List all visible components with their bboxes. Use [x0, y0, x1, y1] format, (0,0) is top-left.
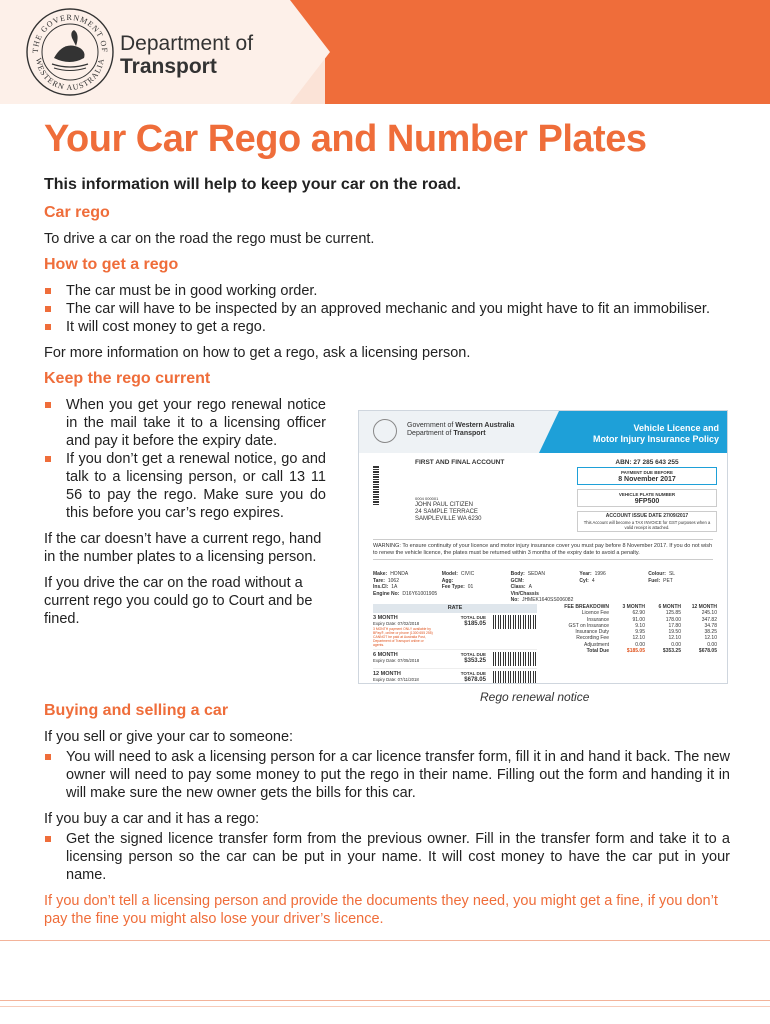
notice-vehicle-label: Make: — [373, 571, 388, 577]
notice-fee-cell: 34.78 — [704, 622, 717, 629]
notice-addr-street: 24 SAMPLE TERRACE — [415, 509, 478, 515]
notice-fee-cell: 178.00 — [665, 616, 681, 623]
lead-text: This information will help to keep your car on the road. — [44, 176, 461, 193]
notice-vehicle-details — [373, 571, 717, 604]
notice-vehicle-label: Cyl: — [579, 577, 589, 584]
notice-payment-due-label: PAYMENT DUE BEFORE — [620, 470, 673, 475]
notice-vehicle-label: Class: — [510, 584, 526, 590]
notice-fee-breakdown — [545, 604, 717, 654]
buy-intro: If you buy a car and it has a rego: — [44, 811, 260, 827]
notice-fee-cell: 245.10 — [701, 610, 717, 617]
notice-fee-cell: 0.00 — [707, 641, 717, 648]
fine-warning: If you don’t tell a licensing person and provide the documents they need, you might get a fine, if you don’t pay the fine you might also lose your driver’s licence. — [44, 893, 718, 927]
notice-rate-total-label: TOTAL DUE — [460, 615, 486, 620]
notice-gov-line2a: Department of — [407, 430, 454, 437]
dept-line1: Department of — [120, 32, 254, 55]
notice-rate-expiry: Expiry Date: 07/02/2018 — [373, 621, 420, 626]
notice-fee-cell: 38.25 — [704, 629, 717, 636]
notice-payment-due-box — [577, 467, 717, 485]
notice-vehicle-value: A — [528, 584, 532, 590]
notice-fee-cell: 91.00 — [632, 616, 645, 623]
page-title: Your Car Rego and Number Plates — [44, 118, 647, 160]
keep-current-text-column — [44, 396, 326, 628]
rego-renewal-notice-image — [358, 410, 728, 684]
notice-vehicle-value: 01 — [467, 584, 474, 590]
heading-how-to-get-rego: How to get a rego — [44, 256, 179, 273]
keep-current-para1: If the car doesn’t have a current rego, hand in the number plates to a licensing person. — [44, 531, 322, 565]
keep-current-para2: If you drive the car on the road without a current rego you could go to Court and be fined. — [44, 575, 313, 627]
notice-fee-cell: 62.90 — [632, 610, 645, 617]
notice-fee-cell: 12.10 — [632, 635, 645, 642]
notice-fee-cell: 17.80 — [668, 622, 681, 629]
notice-rate-row — [373, 669, 537, 684]
heading-car-rego: Car rego — [44, 204, 110, 221]
notice-fee-cell: 0.00 — [635, 641, 645, 648]
notice-gov-line1b: Western Australia — [455, 422, 515, 429]
notice-vehicle-value: CIVIC — [460, 571, 475, 577]
notice-fee-cell: Adjustment — [583, 641, 609, 648]
notice-rate-total-label: TOTAL DUE — [460, 652, 486, 657]
notice-fee-cell: 125.85 — [665, 610, 681, 617]
notice-issue-box — [577, 511, 717, 532]
notice-vehicle-cell — [579, 591, 648, 604]
notice-rate-expiry: Expiry Date: 07/05/2018 — [373, 658, 420, 663]
notice-vehicle-label: Agg: — [441, 577, 454, 584]
notice-vehicle-label: Ins.Cl: — [373, 584, 389, 590]
notice-vehicle-value: 1A — [391, 584, 398, 590]
notice-vehicle-label: Body: — [510, 571, 525, 577]
notice-gov-line2b: Transport — [453, 430, 486, 437]
notice-rate-row — [373, 613, 537, 650]
notice-addr-town: SAMPLEVILLE WA 6230 — [415, 516, 482, 522]
notice-vehicle-value: JHMEK1640SS006082 — [521, 597, 574, 603]
notice-rate-total-label: TOTAL DUE — [460, 671, 486, 676]
notice-vehicle-value: D16Y61001905 — [402, 590, 438, 597]
notice-fee-header-cell: 12 MONTH — [691, 604, 717, 610]
footer-line — [0, 1006, 770, 1007]
notice-vehicle-value: SEDAN — [527, 571, 545, 577]
notice-vehicle-cell — [442, 591, 511, 604]
notice-rate-total: $185.05 — [464, 621, 486, 627]
notice-fee-cell: Recording Fee — [576, 635, 609, 642]
seal-text-top: THE GOVERNMENT OF — [30, 12, 110, 54]
state-seal-icon — [24, 6, 116, 98]
footer-decoration — [0, 940, 770, 1024]
notice-vehicle-value: 1996 — [594, 571, 606, 577]
car-rego-text: To drive a car on the road the rego must be current. — [44, 231, 375, 247]
notice-fee-cell: Insurance — [587, 616, 609, 623]
notice-fee-cell: 9.10 — [635, 622, 645, 629]
notice-vehicle-label: Engine No: — [373, 590, 400, 597]
notice-vehicle-label: Vin/Chassis No: — [510, 590, 539, 603]
notice-fee-cell: Insurance Duty — [575, 629, 609, 636]
list-item: The car will have to be inspected by an approved mechanic and you might have to fit an immobiliser. — [44, 300, 730, 318]
sell-list — [44, 748, 730, 802]
list-item: The car must be in good working order. — [44, 282, 730, 300]
notice-fee-cell: 347.82 — [701, 616, 717, 623]
notice-vehicle-label: GCM: — [510, 577, 524, 584]
notice-fee-cell: 12.10 — [668, 635, 681, 642]
notice-fee-row — [545, 648, 717, 654]
notice-vehicle-label: Colour: — [648, 571, 666, 577]
notice-payment-due: 8 November 2017 — [618, 476, 676, 483]
notice-rates — [373, 604, 537, 684]
heading-keep-rego-current: Keep the rego current — [44, 370, 211, 387]
notice-vehicle-row — [373, 591, 717, 604]
notice-fee-cell: 19.50 — [668, 629, 681, 636]
notice-issue-note: This Account will become a TAX INVOICE for GST purposes when a valid receipt is attached. — [583, 520, 711, 530]
notice-fee-header-cell: FEE BREAKDOWN — [564, 604, 609, 610]
notice-vehicle-label: Fuel: — [648, 577, 661, 584]
notice-caption: Rego renewal notice — [480, 690, 590, 704]
notice-fee-cell: 9.95 — [635, 629, 645, 636]
footer-line — [0, 940, 770, 941]
notice-vehicle-label: Model: — [441, 571, 458, 577]
sell-intro: If you sell or give your car to someone: — [44, 729, 294, 745]
notice-issue-label: ACCOUNT ISSUE DATE 27/09/2017 — [605, 513, 689, 519]
list-item: You will need to ask a licensing person for a car licence transfer form, fill it in and hand it back. The new owner will need to pay some money to put the rego in their name. Filling out the form and handing it in will make sure the new owner gets the bills for this car. — [44, 748, 730, 802]
notice-title — [579, 423, 719, 445]
list-item: Get the signed licence transfer form from the previous owner. Fill in the transfer form and take it to a licensing person so the car can be put in your name. It will cost money to have the car put in your name. — [44, 830, 730, 884]
how-to-list — [44, 282, 730, 336]
notice-barcode — [493, 671, 537, 684]
heading-buying-selling: Buying and selling a car — [44, 702, 229, 719]
notice-barcode — [493, 615, 537, 629]
notice-title-line1: Vehicle Licence and — [633, 423, 719, 433]
list-item: When you get your rego renewal notice in the mail take it to a licensing officer and pay it before the expiry date. — [44, 396, 326, 450]
buying-selling-section — [44, 694, 730, 936]
notice-plate-label: VEHICLE PLATE NUMBER — [618, 492, 676, 497]
notice-vehicle-label: Year: — [579, 571, 592, 577]
notice-rate-row — [373, 650, 537, 669]
keep-current-list — [44, 396, 326, 522]
notice-vehicle-cell — [373, 591, 442, 604]
notice-header — [359, 411, 728, 453]
notice-fee-cell: $678.05 — [698, 648, 717, 655]
notice-rate-term: 6 MONTH — [373, 652, 398, 658]
notice-rate-term: 12 MONTH — [373, 671, 401, 677]
notice-vehicle-value: 1062 — [387, 577, 399, 584]
notice-title-line2: Motor Injury Insurance Policy — [592, 434, 719, 444]
notice-fee-cell: $353.25 — [662, 648, 681, 655]
dept-line2: Transport — [120, 55, 217, 78]
notice-address — [415, 495, 481, 523]
notice-rate-total: $678.05 — [464, 677, 486, 683]
notice-vehicle-cell — [648, 591, 717, 604]
notice-fee-header-cell: 3 MONTH — [622, 604, 645, 610]
notice-vertical-barcode — [373, 465, 379, 505]
notice-vehicle-value: SL — [668, 571, 676, 577]
notice-fee-cell: $185.05 — [626, 648, 645, 655]
notice-vehicle-value: 4 — [591, 577, 595, 584]
notice-barcode — [493, 652, 537, 666]
notice-fee-cell: 0.00 — [671, 641, 681, 648]
notice-crest-icon — [373, 419, 397, 443]
notice-vehicle-cell — [511, 591, 580, 604]
notice-plate: 9FP500 — [634, 498, 660, 505]
notice-abn: ABN: 27 285 643 255 — [615, 459, 679, 466]
notice-account-label: FIRST AND FINAL ACCOUNT — [415, 459, 505, 466]
notice-rate-note: 3 MONTH payment ONLY available by BPay®, online or phone (1300 655 255) CANNOT be paid at Australia Post, Department of Transport online or agents. — [373, 627, 433, 647]
notice-addr-name: JOHN PAUL CITIZEN — [415, 502, 474, 508]
notice-rate-expiry: Expiry Date: 07/11/2018 — [373, 677, 419, 682]
seal-text-bottom: WESTERN AUSTRALIA — [33, 57, 107, 93]
notice-rate-header: RATE — [373, 604, 537, 613]
notice-rate-term: 3 MONTH — [373, 615, 398, 621]
notice-vehicle-label: Tare: — [373, 577, 385, 584]
notice-fee-cell: GST on Insurance — [568, 622, 609, 629]
notice-warning: WARNING: To ensure continuity of your licence and motor injury insurance cover you must pay before 8 November 2017. If you do not wish to renew the vehicle licence, the plates must be returned within 3 months of the expiry date to avoid a penalty. — [373, 539, 713, 560]
list-item: If you don’t get a renewal notice, go and talk to a licensing person, or call 13 11 56 to pay the rego. Make sure you do this before you car’s rego expires. — [44, 450, 326, 522]
notice-vehicle-label: Fee Type: — [441, 584, 465, 590]
department-name — [120, 32, 253, 78]
notice-fee-cell: 12.10 — [704, 635, 717, 642]
notice-plate-box — [577, 489, 717, 507]
footer-line — [0, 1000, 770, 1001]
notice-vehicle-value: HONDA — [390, 571, 409, 577]
how-to-more-info: For more information on how to get a rego, ask a licensing person. — [44, 345, 471, 361]
notice-rate-total: $353.25 — [464, 658, 486, 664]
notice-fee-header-cell: 6 MONTH — [658, 604, 681, 610]
page-header — [0, 0, 770, 104]
list-item: It will cost money to get a rego. — [44, 318, 730, 336]
notice-gov-line1a: Government of — [407, 422, 456, 429]
buy-list — [44, 830, 730, 884]
notice-addr-code: 0004 000001 — [415, 496, 439, 501]
notice-fee-cell: Total Due — [586, 648, 609, 655]
notice-vehicle-value: PET — [663, 577, 673, 584]
notice-gov-name — [407, 422, 514, 438]
notice-fee-cell: Licence Fee — [581, 610, 609, 617]
